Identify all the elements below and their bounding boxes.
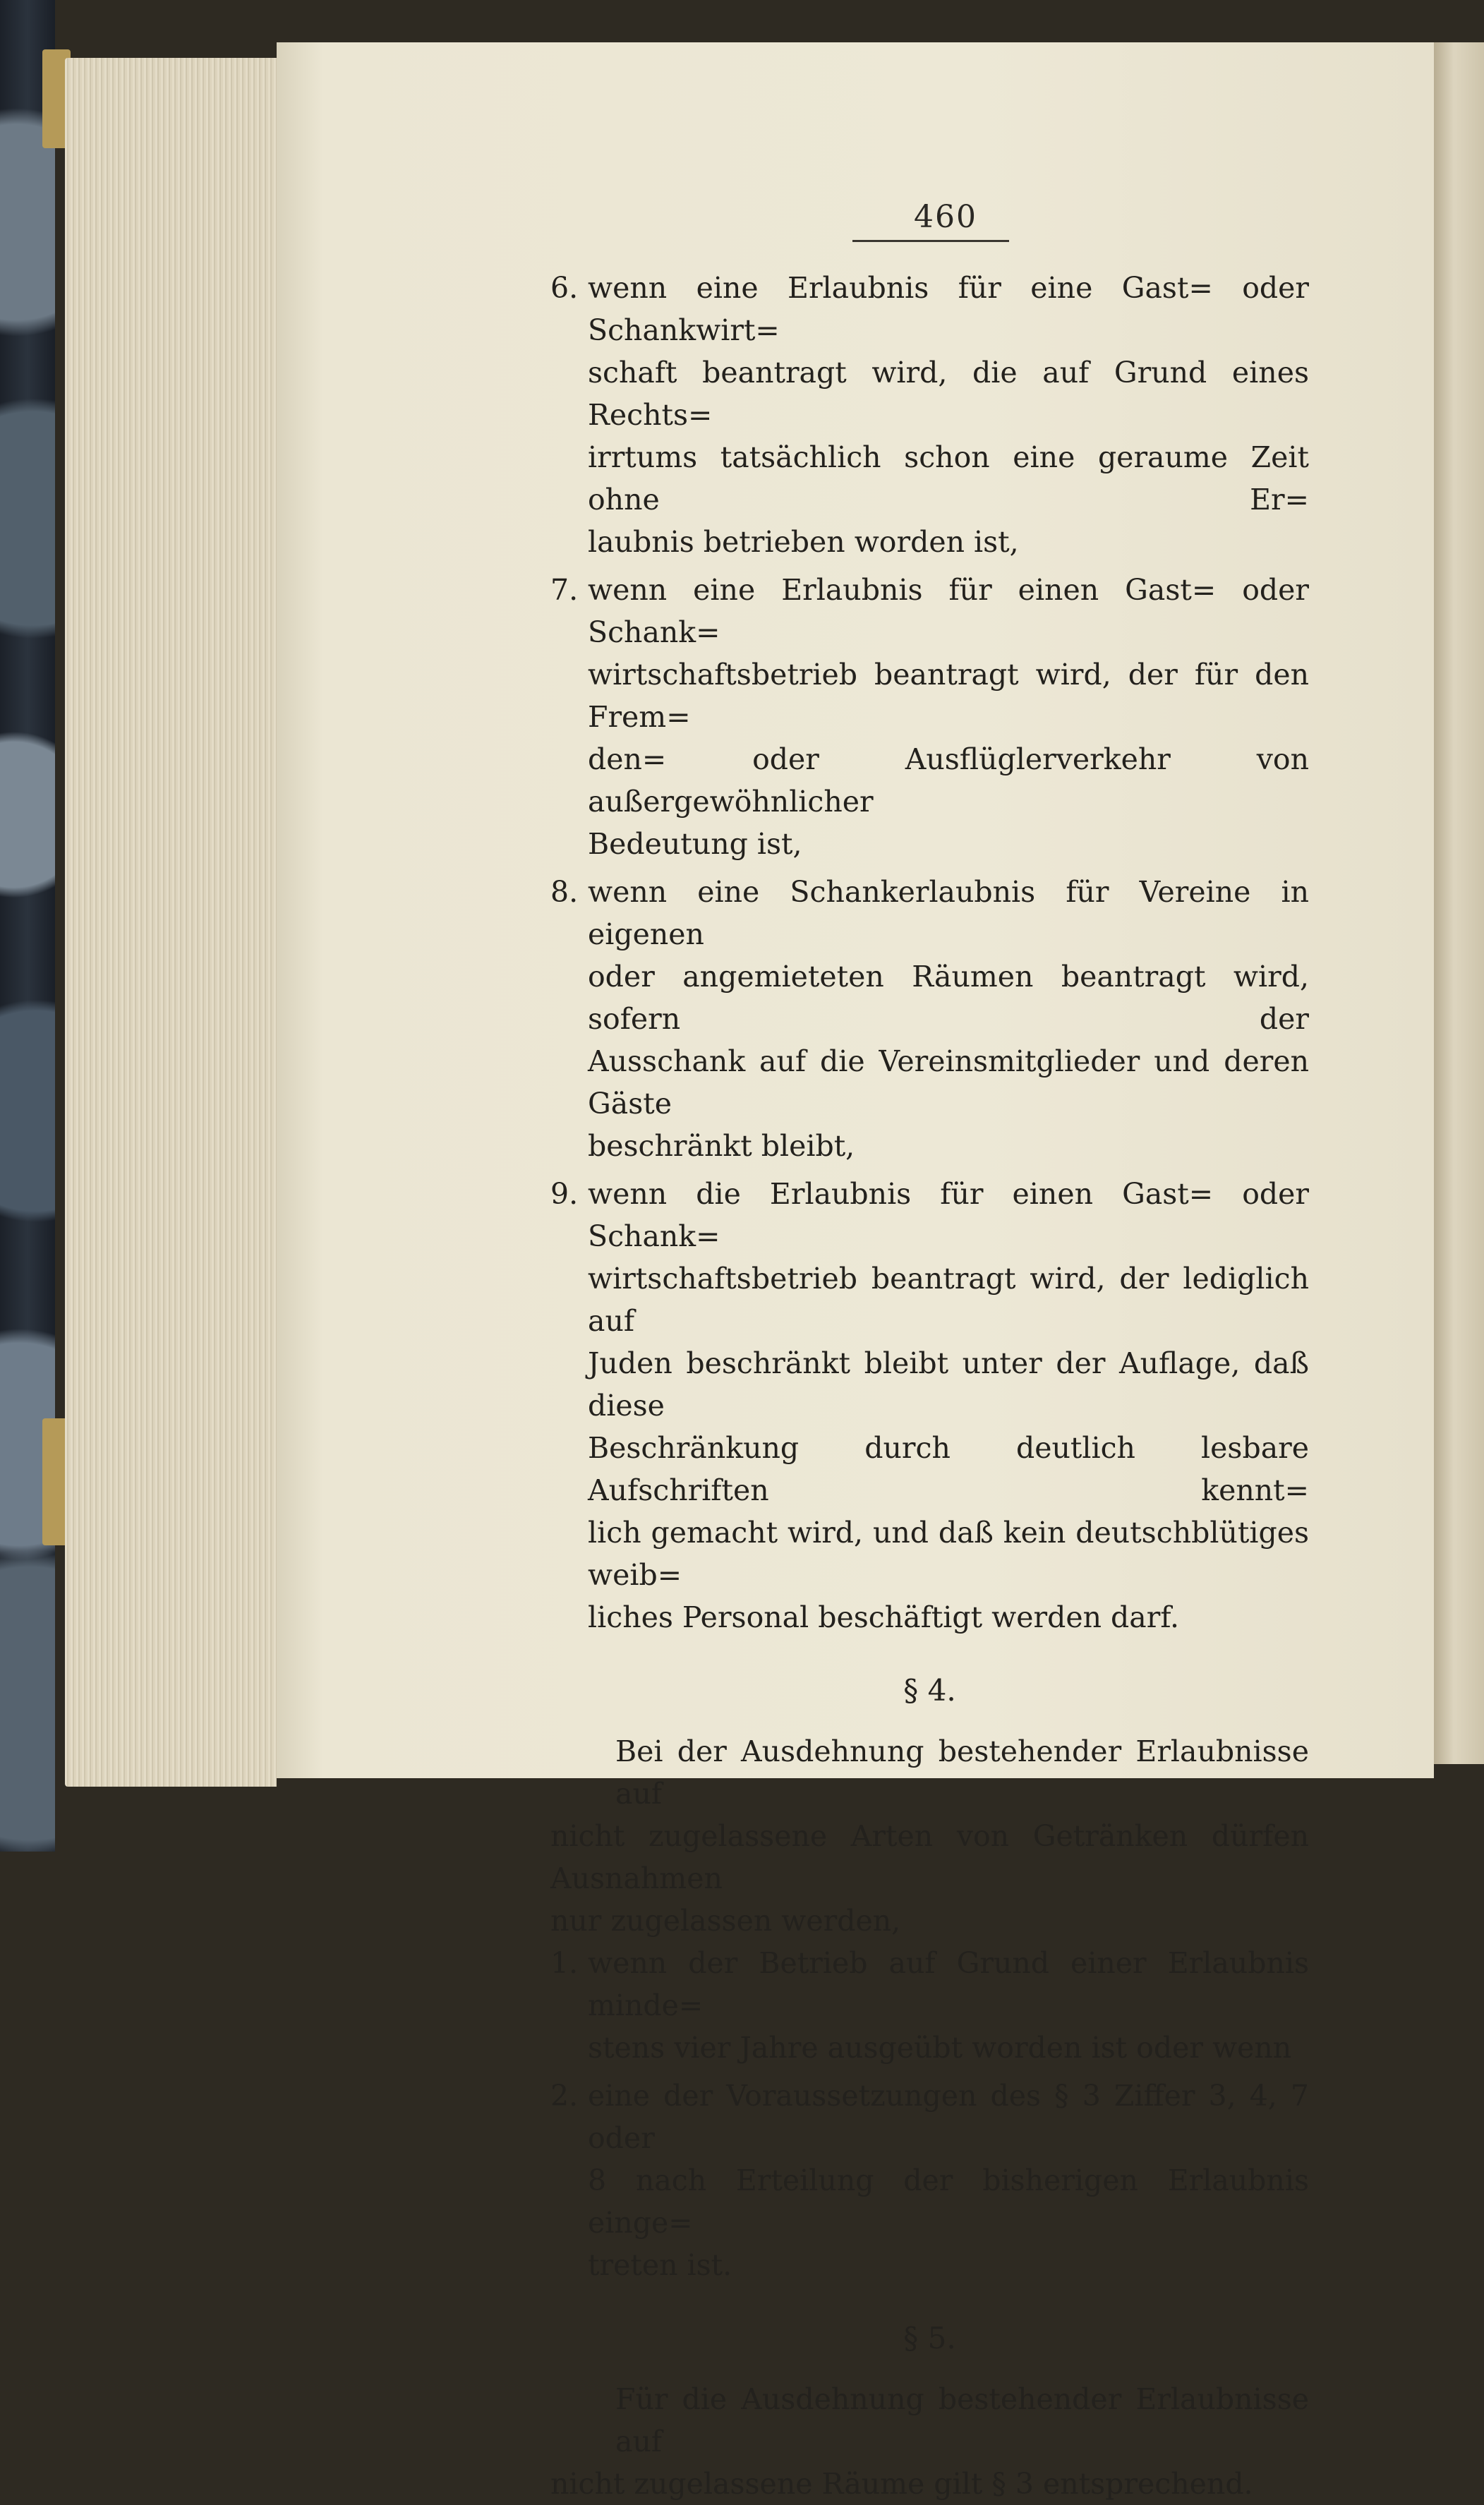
text-line: Bei der Ausdehnung bestehender Erlaubnisse auf — [615, 1734, 1309, 1811]
list-text — [588, 569, 1309, 865]
book-cover-edge — [0, 0, 55, 1852]
text-line: 8 nach Erteilung der bisherigen Erlaubnis einge= — [588, 2163, 1309, 2240]
list-item-6 — [550, 267, 1309, 563]
text-line: wenn die Erlaubnis für einen Gast= oder Schank= — [588, 1177, 1309, 1253]
list-number: 2. — [550, 2079, 579, 2113]
list-number: 9. — [550, 1177, 579, 1211]
text-line: treten ist. — [588, 2248, 732, 2282]
text-line: beschränkt bleibt, — [588, 1129, 855, 1163]
list-item-9 — [550, 1173, 1309, 1638]
list-item-s4-2 — [550, 2075, 1309, 2286]
list-text — [588, 871, 1309, 1167]
list-text — [588, 1942, 1309, 2069]
list-text — [588, 1173, 1309, 1638]
text-line: wirtschaftsbetrieb beantragt wird, der für den Frem= — [588, 658, 1309, 734]
text-line: nicht zugelassene Räume gilt § 3 entsprechend. — [550, 2467, 1253, 2501]
section-heading-5: § 5. — [903, 2321, 956, 2355]
text-line: lich gemacht wird, und daß kein deutschblütiges weib= — [588, 1516, 1309, 1592]
text-line: oder angemieteten Räumen beantragt wird, sofern der — [588, 960, 1309, 1036]
text-line: stens vier Jahre ausgeübt worden ist oder wenn — [588, 2031, 1292, 2065]
list-number: 6. — [550, 271, 579, 305]
text-line: nur zugelassen werden, — [550, 1904, 901, 1938]
section-5-paragraph — [550, 2378, 1309, 2505]
text-line: liches Personal beschäftigt werden darf. — [588, 1600, 1180, 1634]
list-text — [588, 267, 1309, 563]
text-line: irrtums tatsächlich schon eine geraume Zeit ohne Er= — [588, 440, 1309, 517]
header-rule — [852, 240, 1009, 242]
text-line: laubnis betrieben worden ist, — [588, 525, 1019, 559]
text-line: den= oder Ausflüglerverkehr von außergewöhnlicher — [588, 742, 1309, 819]
section-heading-4: § 4. — [903, 1673, 956, 1708]
text-line: wenn eine Erlaubnis für eine Gast= oder Schankwirt= — [588, 271, 1309, 347]
text-line: wenn eine Schankerlaubnis für Vereine in eigenen — [588, 875, 1309, 951]
list-text — [588, 2075, 1309, 2286]
text-line: Ausschank auf die Vereinsmitglieder und deren Gäste — [588, 1044, 1309, 1121]
text-line: wirtschaftsbetrieb beantragt wird, der lediglich auf — [588, 1262, 1309, 1338]
text-line: schaft beantragt wird, die auf Grund eines Rechts= — [588, 356, 1309, 432]
text-line: Für die Ausdehnung bestehender Erlaubnisse auf — [615, 2382, 1309, 2458]
list-item-7 — [550, 569, 1309, 865]
text-line: Bedeutung ist, — [588, 827, 802, 861]
text-line: Juden beschränkt bleibt unter der Auflage, daß diese — [588, 1346, 1309, 1423]
page-number: 460 — [914, 199, 977, 235]
text-line: Beschränkung durch deutlich lesbare Aufschriften kennt= — [588, 1431, 1309, 1507]
list-number: 8. — [550, 875, 579, 909]
list-item-s4-1 — [550, 1942, 1309, 2069]
page-text — [550, 267, 1309, 2505]
text-line: nicht zugelassene Arten von Getränken dürfen Ausnahmen — [550, 1819, 1309, 1895]
list-number: 1. — [550, 1946, 579, 1980]
page-edges — [65, 58, 277, 1787]
list-item-8 — [550, 871, 1309, 1167]
text-line: wenn der Betrieb auf Grund einer Erlaubnis minde= — [588, 1946, 1309, 2022]
list-number: 7. — [550, 573, 579, 607]
section-4-paragraph — [550, 1730, 1309, 1942]
text-line: eine der Voraussetzungen des § 3 Ziffer 3, 4, 7 oder — [588, 2079, 1309, 2155]
next-page-edge — [1434, 42, 1484, 1764]
text-line: wenn eine Erlaubnis für einen Gast= oder Schank= — [588, 573, 1309, 649]
